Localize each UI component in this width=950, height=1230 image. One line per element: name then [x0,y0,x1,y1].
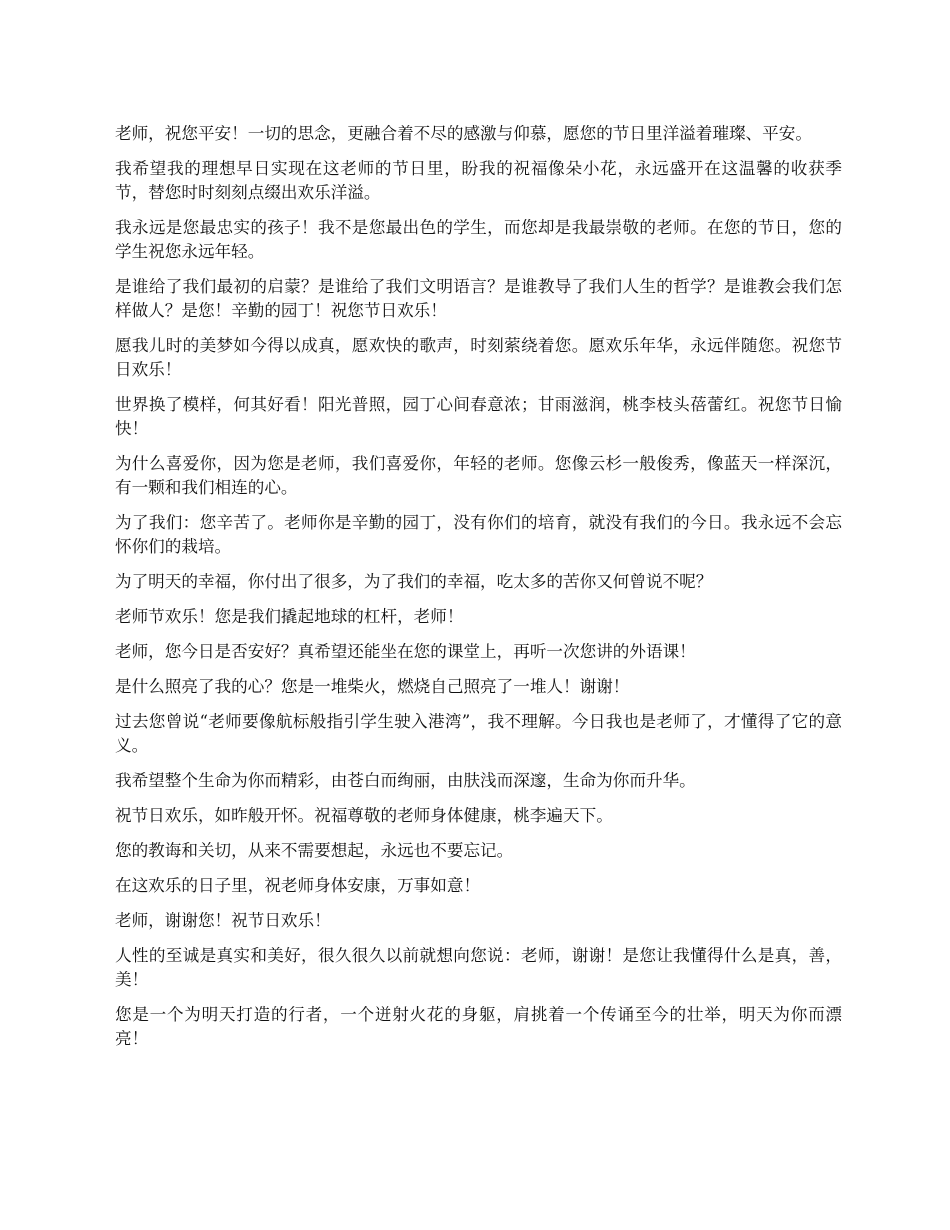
paragraph-10: 老师节欢乐！您是我们撬起地球的杠杆，老师！ [115,607,464,626]
paragraph-9: 为了明天的幸福，你付出了很多，为了我们的幸福，吃太多的苦你又何曾说不呢？ [115,572,713,591]
paragraph-8: 为了我们：您辛苦了。老师你是辛勤的园丁，没有你们的培育，就没有我们的今日。我永远不会忘怀你们的栽培。 [115,513,842,556]
paragraph-6: 世界换了模样，何其好看！阳光普照，园丁心间春意浓；甘雨滋润，桃李枝头蓓蕾红。祝您节日愉快！ [115,395,842,438]
paragraph-11: 老师，您今日是否安好？真希望还能坐在您的课堂上，再听一次您讲的外语课！ [115,642,696,661]
paragraph-20: 您是一个为明天打造的行者，一个迸射火花的身躯，肩挑着一个传诵至今的壮举，明天为你而漂亮！ [115,1005,842,1048]
paragraph-3: 我永远是您最忠实的孩子！我不是您最出色的学生，而您却是我最崇敬的老师。在您的节日，您的学生祝您永远年轻。 [115,218,842,261]
paragraph-4: 是谁给了我们最初的启蒙？是谁给了我们文明语言？是谁教导了我们人生的哲学？是谁教会我们怎样做人？是您！辛勤的园丁！祝您节日欢乐！ [115,277,842,320]
paragraph-2: 我希望我的理想早日实现在这老师的节日里，盼我的祝福像朵小花，永远盛开在这温馨的收获季节，替您时时刻刻点缀出欢乐洋溢。 [115,159,842,202]
paragraph-16: 您的教诲和关切，从来不需要想起，永远也不要忘记。 [115,841,514,860]
paragraph-18: 老师，谢谢您！祝节日欢乐！ [115,911,331,930]
paragraph-17: 在这欢乐的日子里，祝老师身体安康，万事如意！ [115,876,481,895]
paragraph-15: 祝节日欢乐，如昨般开怀。祝福尊敬的老师身体健康，桃李遍天下。 [115,806,613,825]
paragraph-1: 老师，祝您平安！一切的思念，更融合着不尽的感激与仰慕，愿您的节日里洋溢着璀璨、平安。 [115,124,812,143]
paragraph-14: 我希望整个生命为你而精彩，由苍白而绚丽，由肤浅而深邃，生命为你而升华。 [115,771,696,790]
paragraph-5: 愿我儿时的美梦如今得以成真，愿欢快的歌声，时刻萦绕着您。愿欢乐年华，永远伴随您。祝您节日欢乐！ [115,336,842,379]
paragraph-12: 是什么照亮了我的心？您是一堆柴火，燃烧自己照亮了一堆人！谢谢！ [115,677,630,696]
paragraph-13: 过去您曾说“老师要像航标般指引学生驶入港湾”，我不理解。今日我也是老师了，才懂得了它的意义。 [115,712,842,755]
paragraph-7: 为什么喜爱你，因为您是老师，我们喜爱你，年轻的老师。您像云杉一般俊秀，像蓝天一样深沉，有一颗和我们相连的心。 [115,454,842,497]
paragraph-19: 人性的至诚是真实和美好，很久很久以前就想向您说：老师，谢谢！是您让我懂得什么是真，善，美！ [115,946,842,989]
